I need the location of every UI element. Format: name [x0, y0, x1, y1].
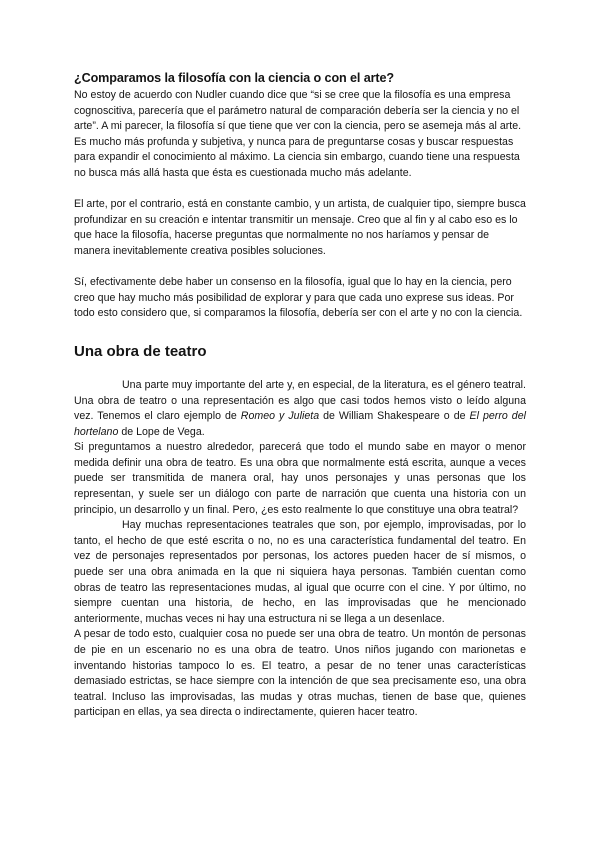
- paragraph: [74, 378, 526, 440]
- paragraph: Hay muchas representaciones teatrales que son, por ejemplo, improvisadas, por lo tanto, el hecho de que esté escrita o no, no es una característica fundamental del teatro. En vez de personajes representados por personas, los actores pueden hacer de sí mismos, o puede ser una obra animada en la que ni siquiera haya personas. También cuentan como obras de teatro las representaciones mudas, al igual que ocurre con el cine. Y por último, no siempre cuentan una historia, de hecho, en las improvisadas que he mencionado anteriormente, muchas veces ni hay una estructura ni se llega a un desenlace.: [74, 519, 526, 625]
- section-heading-theater: Una obra de teatro: [74, 342, 207, 360]
- document-body: [74, 70, 526, 721]
- work-title: Romeo y Julieta: [240, 410, 320, 423]
- work-title: El perro del hortelano: [74, 410, 526, 438]
- paragraph: No estoy de acuerdo con Nudler cuando dice que “si se cree que la filosofía es una empresa cognoscitiva, parecería que el parámetro natural de comparación debería ser la ciencia y no el arte”. A mi parecer, la filosofía sí que tiene que ver con la ciencia, pero se asemeja más al arte. Es mucho más profunda y subjetiva, y nunca para de preguntarse cosas y buscar respuestas para expandir el conocimiento al máximo. La ciencia sin embargo, cuando tiene una respuesta no busca más allá hasta que ésta es cuestionada mucho más adelante.: [74, 89, 522, 179]
- paragraph: A pesar de todo esto, cualquier cosa no puede ser una obra de teatro. Un montón de personas de pie en un escenario no es una obra de teatro. Unos niños jugando con marionetas e inventando historias tampoco lo es. El teatro, a pesar de no tener unas características demasiado estrictas, se hace siempre con la intención de que sea precisamente eso, una obra teatral. Incluso las improvisadas, las mudas y otras muchas, tienen de base que, quienes participan en ellas, ya sea directa o indirectamente, quieren hacer teatro.: [74, 628, 526, 719]
- paragraph: El arte, por el contrario, está en constante cambio, y un artista, de cualquier tipo, siempre busca profundizar en su creación e intentar transmitir un mensaje. Creo que al fin y al cabo eso es lo que hace la filosofía, hacerse preguntas que normalmente no nos haríamos y pensar de manera inevitablemente creativa posibles soluciones.: [74, 198, 526, 257]
- paragraph: Si preguntamos a nuestro alrededor, parecerá que todo el mundo sabe en mayor o menor medida definir una obra de teatro. Es una obra que normalmente está escrita, aunque a veces puede ser transmitida de manera oral, hay unos personajes y unas personas que los representan, y suele ser un diálogo con parte de narración que cuenta una historia con un principio, un desarrollo y un final. Pero, ¿es esto realmente lo que constituye una obra teatral?: [74, 441, 526, 516]
- paragraph: Sí, efectivamente debe haber un consenso en la filosofía, igual que lo hay en la ciencia, pero creo que hay mucho más posibilidad de explorar y para que cada uno exprese sus ideas. Por todo esto considero que, si comparamos la filosofía, debería ser con el arte y no con la ciencia.: [74, 276, 523, 320]
- section-heading-philosophy: ¿Comparamos la filosofía con la ciencia o con el arte?: [74, 71, 395, 85]
- paragraph-text: Una parte muy importante del arte y, en especial, de la literatura, es el género teatral. Una obra de teatro o una representación es algo que casi todos hemos visto o leído alguna vez. Tenemos el claro ejemplo de: [74, 378, 526, 423]
- paragraph-text: de Lope de Vega.: [118, 425, 205, 438]
- paragraph-text: de William Shakespeare o de: [319, 410, 470, 423]
